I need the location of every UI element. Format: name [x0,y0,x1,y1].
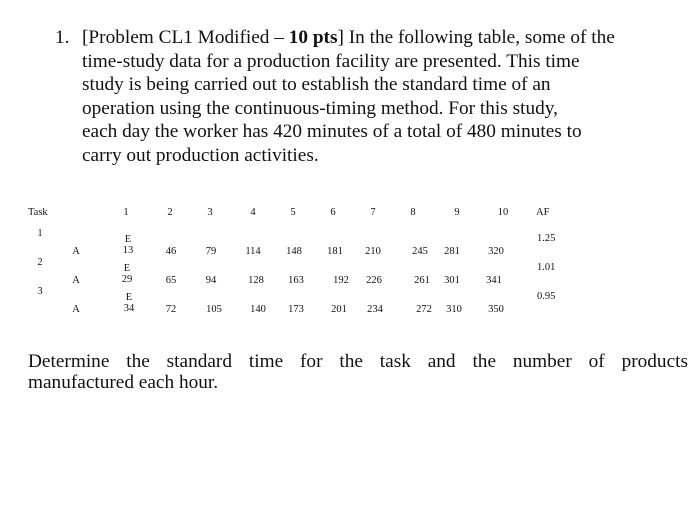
e-label: E [123,263,131,274]
task-number: 1 [37,228,43,239]
table-cell: 350 [488,304,504,315]
task-number: 3 [37,286,43,297]
column-number: 3 [207,207,213,218]
table-cell: 181 [327,246,343,257]
table-cell: 272 [416,304,432,315]
task-header: Task [28,207,48,218]
table-cell: 34 [123,303,135,314]
table-cell: 281 [444,246,460,257]
problem-line-6: carry out production activities. [82,144,319,166]
column-number: 1 [123,207,129,218]
table-cell: 94 [205,275,217,286]
af-header: AF [536,207,550,218]
column-number: 9 [454,207,460,218]
table-cell: 234 [367,304,383,315]
question-line-2: manufactured each hour. [28,372,219,393]
table-cell: 79 [205,246,217,257]
table-cell: 192 [333,275,349,286]
e-label: E [124,234,132,245]
column-number: 4 [250,207,256,218]
af-value: 0.95 [537,291,556,302]
task-number: 2 [37,257,43,268]
table-cell: 128 [248,275,264,286]
table-cell: 173 [288,304,304,315]
af-value: 1.25 [537,233,556,244]
element-code: A [72,304,80,315]
column-number: 2 [167,207,173,218]
table-cell: 72 [165,304,177,315]
table-cell: 210 [365,246,381,257]
column-number: 10 [497,207,509,218]
column-number: 6 [330,207,336,218]
table-cell: 226 [366,275,382,286]
table-cell: 46 [165,246,177,257]
column-number: 8 [410,207,416,218]
problem-line-1-text: In the following table, some of the [343,27,615,48]
table-cell: 261 [414,275,430,286]
question-text [28,351,688,393]
problem-line-2: time-study data for a production facility are presented. This time [82,50,580,72]
table-cell: 245 [412,246,428,257]
table-cell: 201 [331,304,347,315]
table-cell: 310 [446,304,462,315]
table-cell: 13 [122,245,134,256]
table-cell: 341 [486,275,502,286]
table-cell: 29 [121,274,133,285]
problem-number: 1. [55,27,70,48]
problem-line-4: operation using the continuous-timing method. For this study, [82,97,558,119]
question-line-1: Determine the standard time for the task and the number of products [28,351,688,372]
table-cell: 163 [288,275,304,286]
table-cell: 320 [488,246,504,257]
problem-prefix: [Problem CL1 Modified – [82,27,289,48]
table-cell: 114 [245,246,261,257]
af-value: 1.01 [537,262,556,273]
problem-line-5: each day the worker has 420 minutes of a total of 480 minutes to [82,121,582,142]
element-code: A [72,275,80,286]
table-cell: 140 [250,304,266,315]
column-number: 7 [370,207,376,218]
problem-suffix: ] [337,27,344,48]
problem-line-3: study is being carried out to establish the standard time of an [82,74,551,95]
element-code: A [72,246,80,257]
table-cell: 105 [206,304,222,315]
table-cell: 148 [286,246,302,257]
column-number: 5 [290,207,296,218]
e-label: E [125,292,133,303]
problem-points: 10 pts [288,27,338,48]
table-cell: 301 [444,275,460,286]
table-cell: 65 [165,275,177,286]
